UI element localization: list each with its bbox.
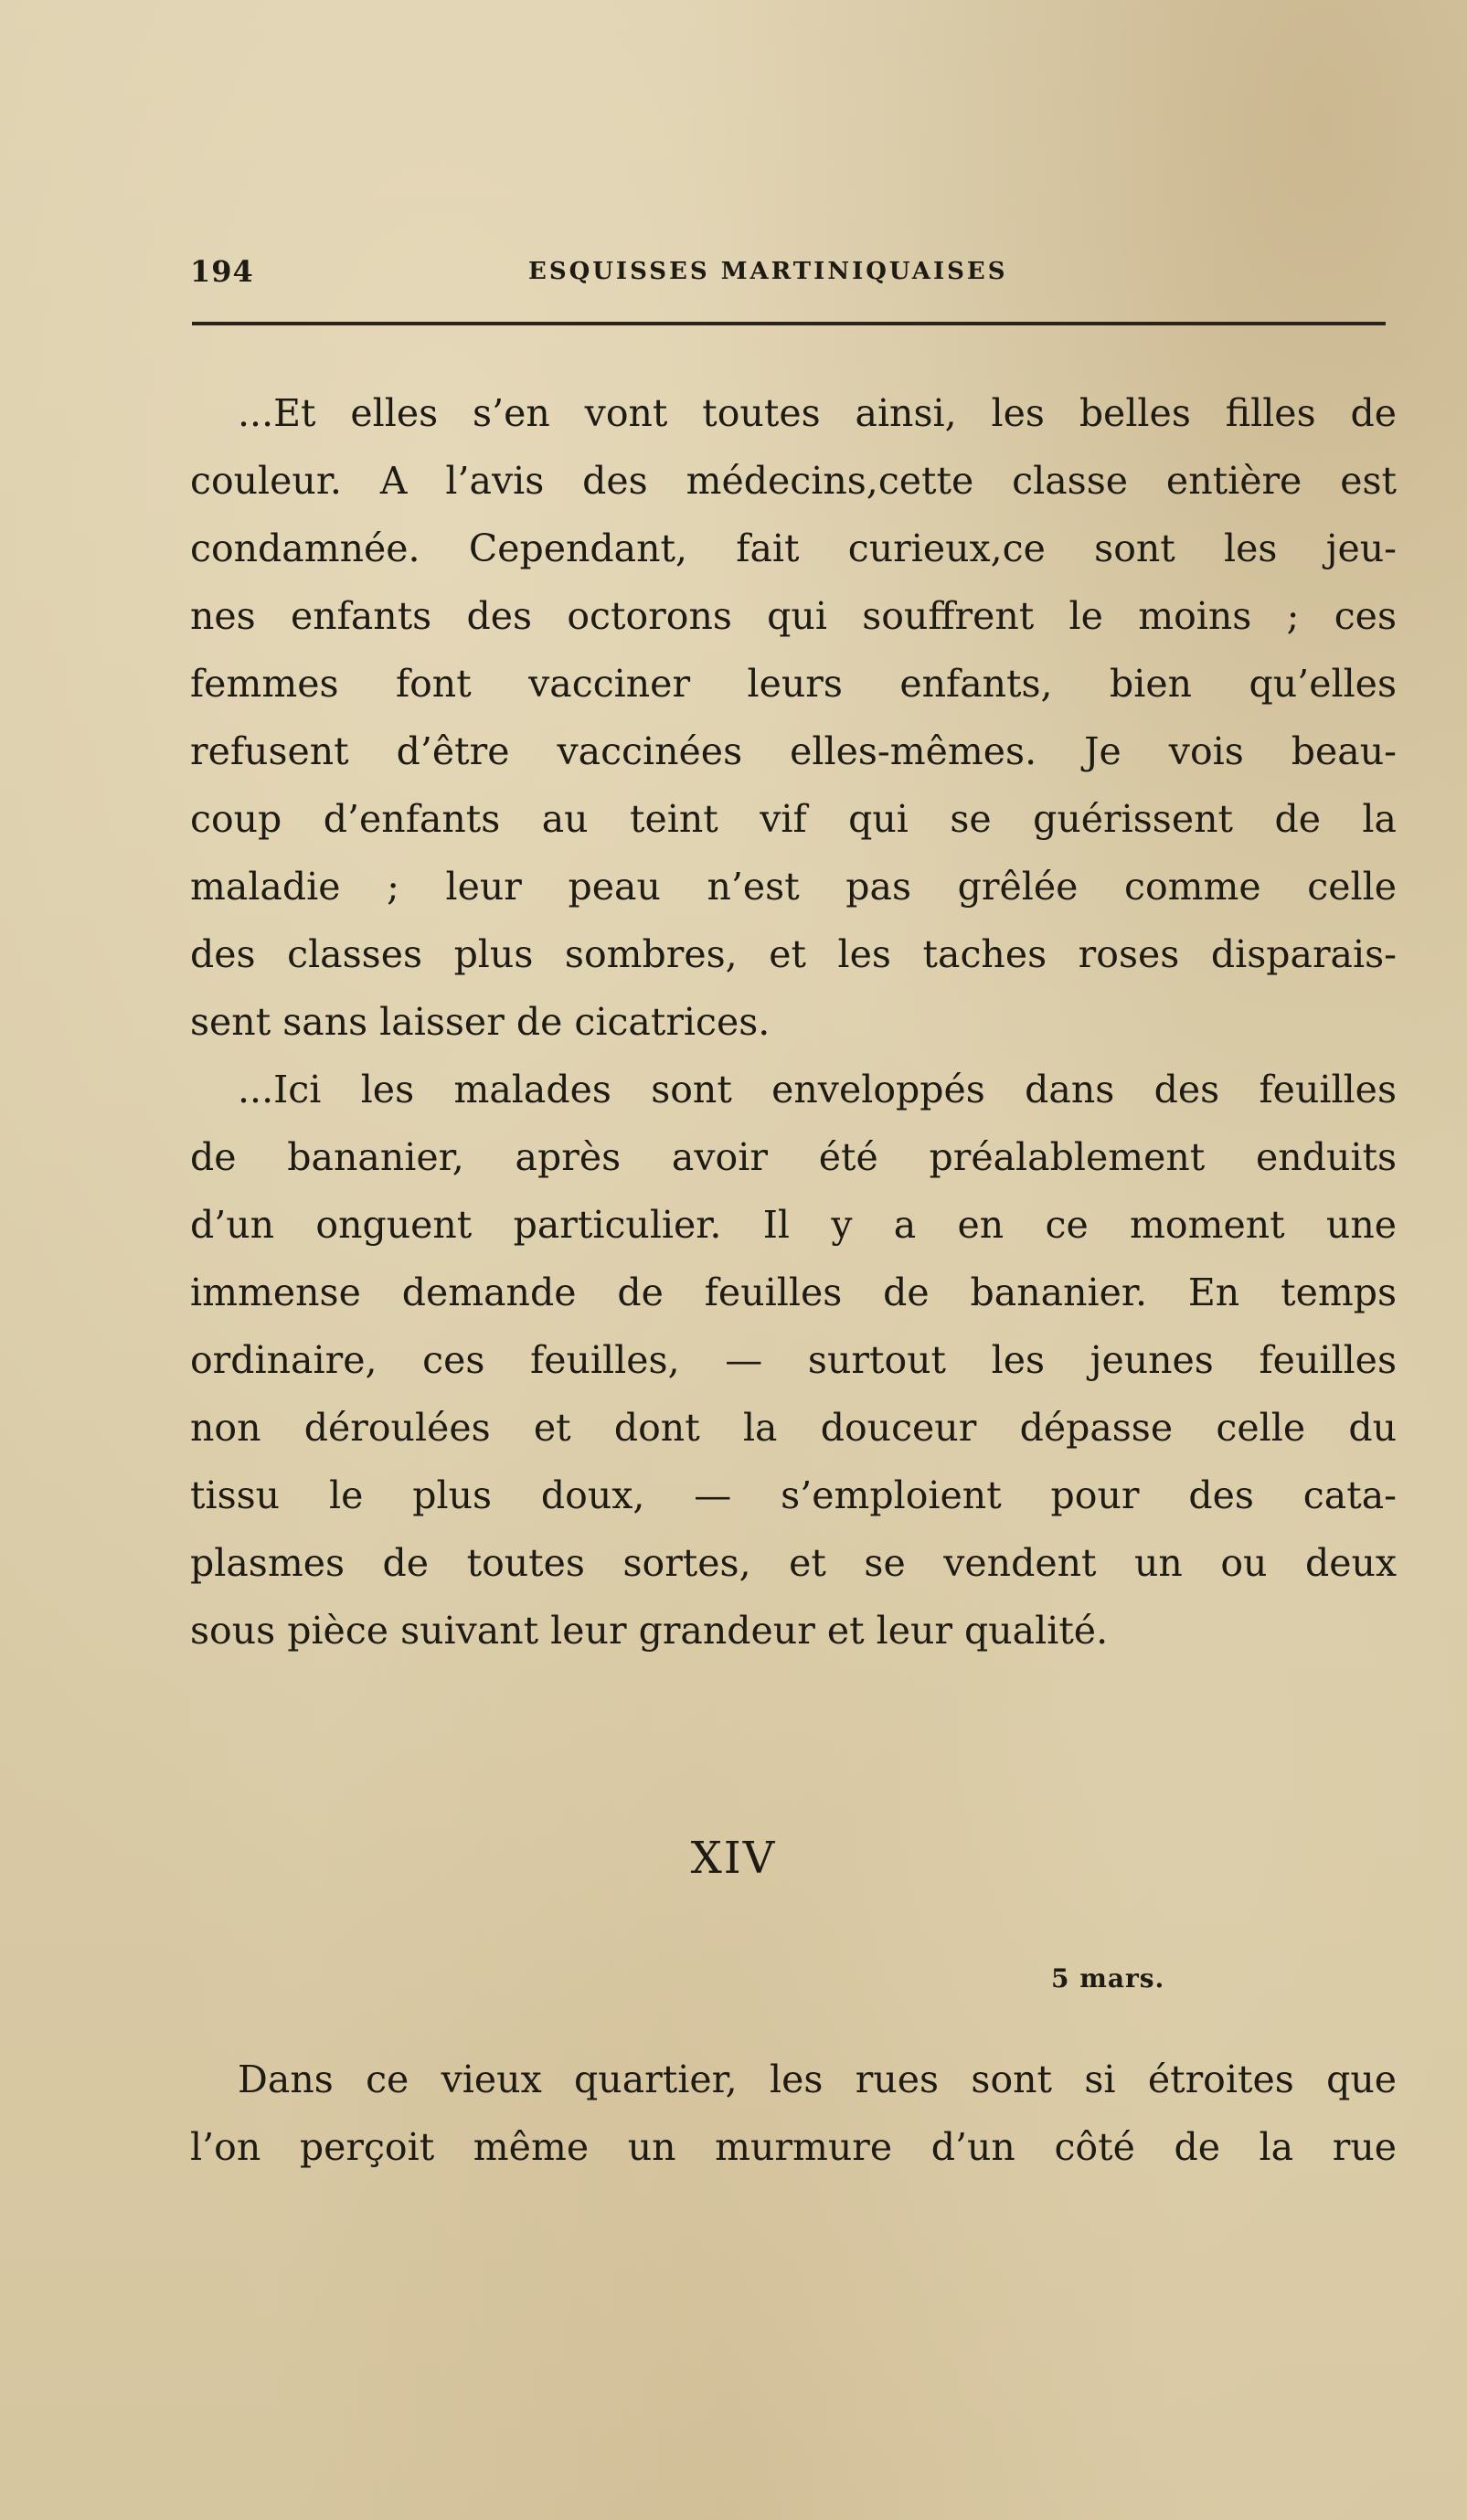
text-line: sent sans laisser de cicatrices. (190, 1000, 771, 1044)
text-line: maladie ; leur peau n’est pas grêlée comme celle (190, 865, 1397, 909)
text-line: tissu le plus doux, — s’emploient pour des cata- (190, 1473, 1397, 1517)
text-line: refusent d’être vaccinées elles-mêmes. Je vois beau- (190, 729, 1397, 773)
section-heading: XIV (690, 1833, 777, 1884)
text-line: ...Ici les malades sont enveloppés dans des feuilles (238, 1068, 1397, 1111)
text-line: condamnée. Cependant, fait curieux,ce sont les jeu- (190, 526, 1397, 570)
page-header (190, 254, 1387, 294)
paragraph-1 (190, 379, 1397, 1056)
text-line: femmes font vacciner leurs enfants, bien qu’elles (190, 662, 1397, 706)
text-line: plasmes de toutes sortes, et se vendent un ou deux (190, 1541, 1397, 1585)
text-body-continued (190, 2046, 1397, 2181)
paragraph-2 (190, 1056, 1397, 1664)
text-line: l’on perçoit même un murmure d’un côté de la rue (190, 2125, 1397, 2169)
entry-date: 5 mars. (1051, 1963, 1165, 1994)
page-number: 194 (190, 254, 254, 289)
running-title: ESQUISSES MARTINIQUAISES (528, 258, 1008, 285)
text-line: sous pièce suivant leur grandeur et leur qualité. (190, 1609, 1109, 1653)
text-line: de bananier, après avoir été préalablement enduits (190, 1135, 1397, 1179)
text-line: couleur. A l’avis des médecins,cette classe entière est (190, 459, 1397, 503)
text-body (190, 379, 1397, 1664)
text-line: d’un onguent particulier. Il y a en ce moment une (190, 1203, 1397, 1247)
text-line: non déroulées et dont la douceur dépasse celle du (190, 1406, 1397, 1450)
paragraph-3 (190, 2046, 1397, 2181)
text-line: des classes plus sombres, et les taches roses disparais- (190, 932, 1397, 976)
text-line: coup d’enfants au teint vif qui se guérissent de la (190, 797, 1397, 841)
text-line: ordinaire, ces feuilles, — surtout les jeunes feuilles (190, 1338, 1397, 1382)
header-rule (192, 322, 1386, 325)
text-line: ...Et elles s’en vont toutes ainsi, les belles filles de (238, 391, 1397, 435)
text-line: nes enfants des octorons qui souffrent le moins ; ces (190, 594, 1397, 638)
text-line: Dans ce vieux quartier, les rues sont si étroites que (238, 2057, 1397, 2101)
text-line: immense demande de feuilles de bananier. En temps (190, 1271, 1397, 1314)
